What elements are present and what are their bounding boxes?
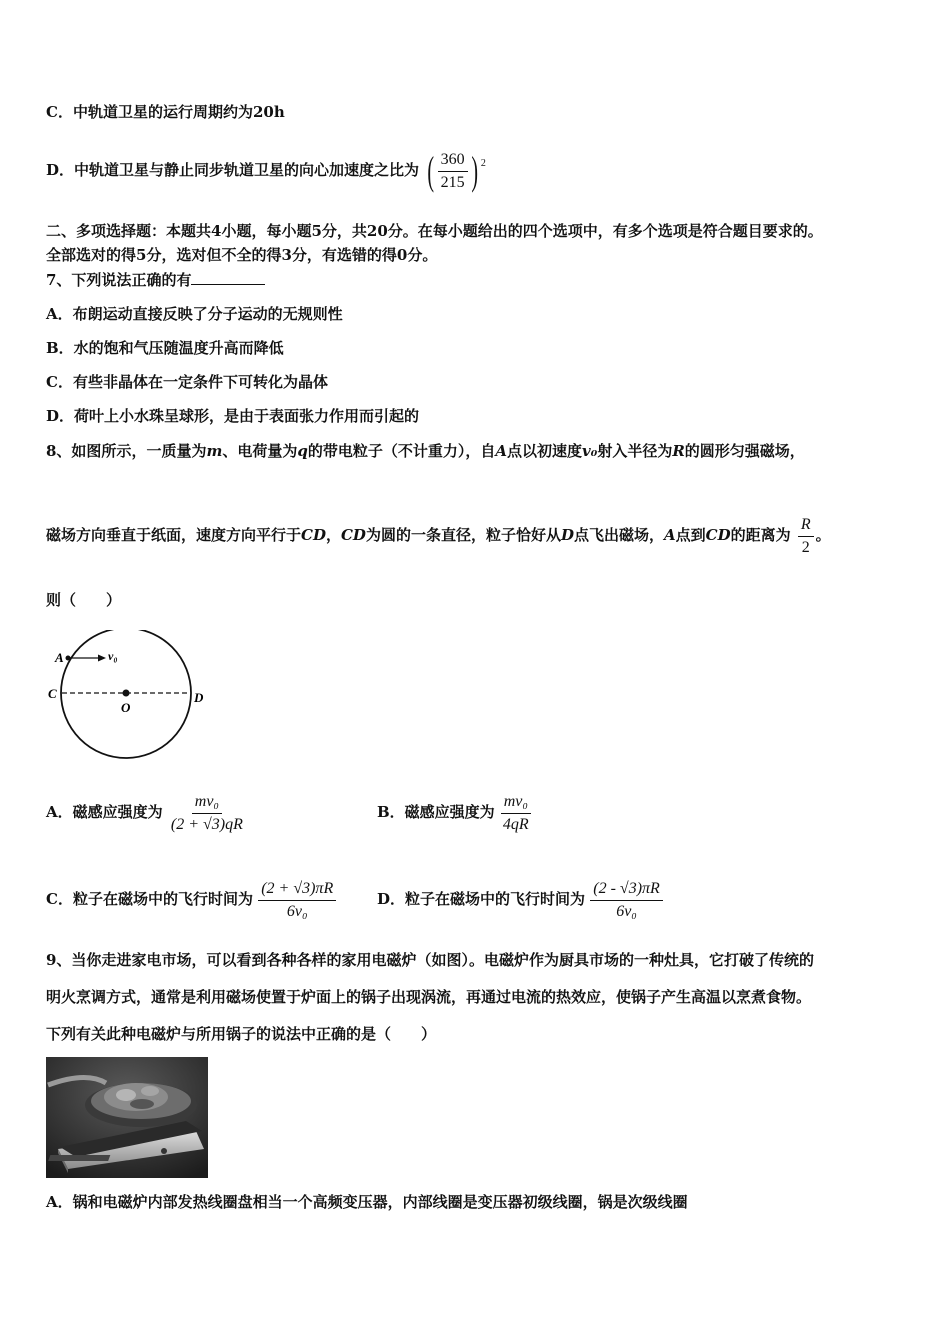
q8-text: 8、如图所示，一质量为 [46, 442, 207, 460]
q8-text: 点以初速度 [507, 442, 583, 460]
distance-fraction [798, 515, 814, 558]
fraction-numerator: (2 - √3)πR [590, 879, 663, 901]
q8-option-a [46, 782, 246, 842]
var-cd: CD [705, 526, 731, 544]
arrow-head [98, 655, 106, 662]
label-d: D [194, 690, 204, 705]
q8-text: 。 [815, 526, 831, 544]
q8-text: 点飞出磁场， [573, 526, 664, 544]
q7-stem [46, 270, 265, 290]
q7-option-c: C．有些非晶体在一定条件下可转化为晶体 [46, 373, 328, 391]
var-cd: CD [301, 526, 326, 544]
q6-ratio-exponent: 2 [480, 158, 486, 169]
label-a: A [55, 650, 64, 665]
var-d: D [560, 526, 574, 544]
label-c: C [48, 686, 57, 701]
var-r: R [672, 442, 685, 460]
center-point [123, 690, 130, 697]
q8-option-b [377, 782, 532, 842]
var-cd: CD [340, 526, 366, 544]
q6-ratio-numerator: 360 [438, 150, 468, 172]
fraction-denominator: 6v₀ [616, 902, 637, 920]
q6-ratio-fraction [438, 150, 468, 193]
fraction-numerator: (2 + √3)πR [258, 879, 336, 901]
right-paren: ) [470, 148, 478, 193]
q7-stem-text: 7、下列说法正确的有 [46, 271, 192, 289]
option-d-fraction [590, 879, 663, 922]
q6-option-c: C．中轨道卫星的运行周期约为20h [46, 103, 285, 121]
q8-text: 点到 [675, 526, 706, 544]
q8-text: 为圆的一条直径，粒子恰好从 [365, 526, 561, 544]
q7-option-b: B．水的饱和气压随温度升高而降低 [46, 339, 284, 357]
q8-text: ， [325, 526, 341, 544]
q6-option-d [46, 140, 486, 201]
q6-option-d-text: D．中轨道卫星与静止同步轨道卫星的向心加速度之比为 [46, 161, 420, 179]
option-a-text: A．磁感应强度为 [46, 803, 163, 821]
q8-text: 的带电粒子（不计重力），自 [307, 442, 496, 460]
induction-cooker-photo [46, 1057, 208, 1178]
fraction-numerator: mv₀ [501, 792, 531, 814]
fraction-numerator: mv₀ [192, 792, 222, 814]
q8-text: 射入半径为 [597, 442, 673, 460]
q8-stem-line1 [46, 441, 805, 461]
option-d-text: D．粒子在磁场中的飞行时间为 [377, 890, 586, 908]
q8-text: 的圆形匀强磁场， [684, 442, 805, 460]
q9-option-a: A．锅和电磁炉内部发热线圈盘相当一个高频变压器，内部线圈是变压器初级线圈，锅是次级线圈 [46, 1193, 688, 1211]
label-v0: v₀ [108, 649, 118, 663]
fraction-numerator: R [798, 515, 814, 537]
left-paren: ( [427, 148, 435, 193]
q6-ratio-denominator: 215 [440, 173, 465, 191]
option-b-text: B．磁感应强度为 [377, 803, 495, 821]
q8-ze: 则（ ） [46, 591, 122, 609]
var-q: q [297, 442, 308, 460]
fraction-denominator: 6v₀ [286, 902, 308, 920]
section2-line1: 二、多项选择题：本题共4小题，每小题5分，共20分。在每小题给出的四个选项中，有多个选项是符合题目要求的。 [46, 222, 823, 240]
q8-stem-line2 [46, 503, 831, 567]
q7-option-d: D．荷叶上小水珠呈球形，是由于表面张力作用而引起的 [46, 407, 420, 425]
q7-option-a: A．布朗运动直接反映了分子运动的无规则性 [46, 305, 343, 323]
label-o: O [121, 700, 131, 715]
var-a: A [495, 442, 507, 460]
fraction-denominator: 4qR [502, 815, 529, 833]
q9-line3: 下列有关此种电磁炉与所用锅子的说法中正确的是（ ） [46, 1025, 437, 1043]
q8-text: 的距离为 [730, 526, 791, 544]
q8-option-c [46, 864, 336, 934]
option-b-fraction [500, 792, 532, 835]
var-v0: v₀ [582, 442, 598, 460]
q8-option-d [377, 864, 663, 934]
option-a-fraction [168, 792, 246, 835]
var-m: m [206, 442, 223, 460]
option-c-fraction [258, 879, 336, 922]
var-a: A [663, 526, 676, 544]
q9-line2: 明火烹调方式，通常是利用磁场使置于炉面上的锅子出现涡流，再通过电流的热效应，使锅子产生高温以烹煮食物。 [46, 988, 812, 1006]
magnetic-field-circle-figure [40, 630, 220, 765]
q8-text: 磁场方向垂直于纸面，速度方向平行于 [46, 526, 302, 544]
answer-blank [191, 270, 265, 285]
q9-line1: 9、当你走进家电市场，可以看到各种各样的家用电磁炉（如图）。电磁炉作为厨具市场的一种灶具，它打破了传统的 [46, 951, 814, 969]
fraction-denominator: 2 [801, 538, 810, 556]
section2-line2: 全部选对的得5分，选对但不全的得3分，有选错的得0分。 [46, 246, 438, 264]
q8-text: 、电荷量为 [222, 442, 298, 460]
option-c-text: C．粒子在磁场中的飞行时间为 [46, 890, 253, 908]
fraction-denominator: (2 + √3)qR [170, 815, 243, 833]
